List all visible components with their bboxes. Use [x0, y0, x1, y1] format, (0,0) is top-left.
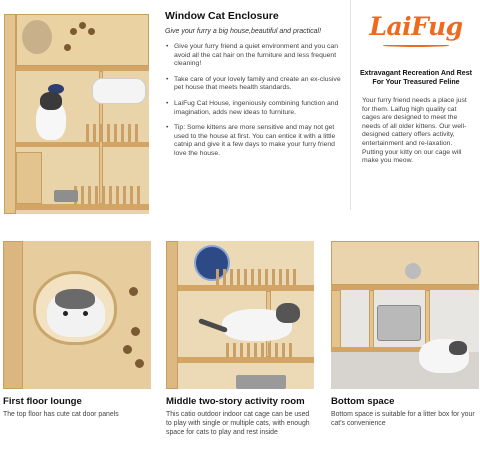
first-floor-image	[3, 241, 151, 389]
feature-card-bottom	[331, 241, 479, 429]
bullet-item: • Tip: Some kittens are more sensitive and may not get used to the house at first. You can entice it with a little catnip and give it a few days to make your furry friend love the house.	[165, 124, 345, 158]
feature-description: The top floor has cute cat door panels	[3, 411, 119, 418]
brand-body-text: Your furry friend needs a place just for them. Laifug high quality cat cages are designed to meet the needs of all older kittens. Our well-designed cattery offers activity, entertainment and re-laxation. Putting your kitty on our cage will make you meow.	[362, 97, 467, 165]
column-divider	[350, 0, 351, 210]
feature-card-first-floor	[3, 241, 151, 420]
bullet-item: • Give your furry friend a quiet environment and you can avoid all the cat hair on the furniture and less frequent cleaning!	[165, 43, 345, 69]
feature-bullet-list	[165, 43, 345, 159]
bullet-item: • Take care of your lovely family and create an ex-clusive pet house that meets health standards.	[165, 76, 345, 93]
product-subtitle: Give your furry a big house,beautiful and practical!	[165, 28, 322, 35]
hero-product-image	[4, 14, 149, 214]
product-description	[165, 10, 345, 166]
bottom-space-image	[331, 241, 479, 389]
brand-logo: LaiFug	[369, 12, 463, 41]
product-title: Window Cat Enclosure	[165, 10, 279, 22]
feature-description: This catio outdoor indoor cat cage can be used to play with single or multiple cats, with enough space for cats to play and rest inside	[166, 411, 310, 436]
feature-title: Bottom space	[331, 396, 395, 407]
feature-description: Bottom space is suitable for a litter box for your cat's convenience	[331, 411, 475, 427]
feature-card-middle	[166, 241, 314, 437]
middle-floor-image	[166, 241, 314, 389]
bullet-item: • LaiFug Cat House, ingeniously combining function and imagination, adds new ideas to furniture.	[165, 100, 345, 117]
logo-swoosh	[383, 44, 449, 47]
brand-heading: Extravagant Recreation And Rest For Your Treasured Feline	[359, 69, 473, 86]
feature-title: First floor lounge	[3, 396, 82, 407]
feature-title: Middle two-story activity room	[166, 396, 305, 407]
brand-panel	[356, 10, 476, 166]
